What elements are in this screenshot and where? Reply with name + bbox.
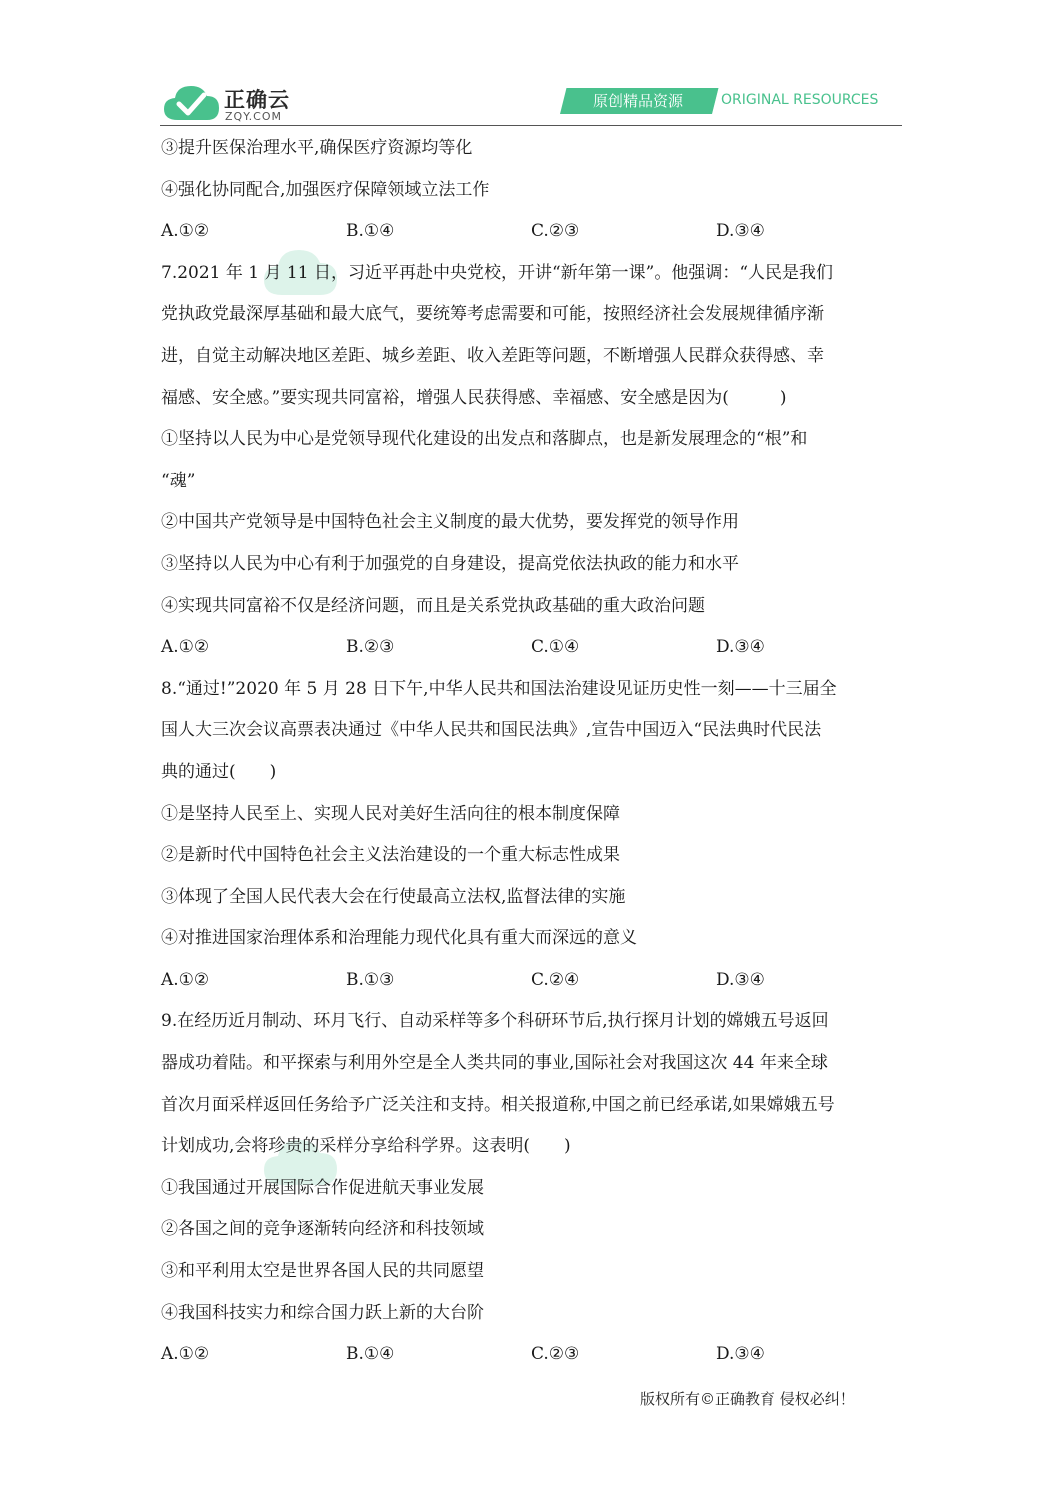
text-line: 党执政党最深厚基础和最大底气，要统筹考虑需要和可能，按照经济社会发展规律循序渐 <box>161 304 824 325</box>
answer-option: D.③④ <box>716 221 765 242</box>
text-line: ③体现了全国人民代表大会在行使最高立法权,监督法律的实施 <box>161 886 626 907</box>
banner-cn-label: 原创精品资源 <box>592 92 683 110</box>
answer-option: A.①② <box>161 221 210 242</box>
text-line: ③和平利用太空是世界各国人民的共同愿望 <box>161 1261 484 1282</box>
answer-options <box>161 627 901 669</box>
text-line: 典的通过( ) <box>161 761 277 782</box>
text-line: ③坚持以人民为中心有利于加强党的自身建设，提高党依法执政的能力和水平 <box>161 553 739 574</box>
text-line: 计划成功,会将珍贵的采样分享给科学界。这表明( ) <box>161 1136 571 1157</box>
text-line: ②中国共产党领导是中国特色社会主义制度的最大优势，要发挥党的领导作用 <box>161 512 739 533</box>
answer-option: C.②③ <box>531 221 580 242</box>
text-line: ①是坚持人民至上、实现人民对美好生活向往的根本制度保障 <box>161 803 620 824</box>
answer-options <box>161 1334 901 1376</box>
logo-domain: ZQY.COM <box>225 110 283 123</box>
text-line: 7.2021 年 1 月 11 日，习近平再赴中央党校，开讲“新年第一课”。他强调：“人民是我们 <box>161 262 834 283</box>
text-line: ②是新时代中国特色社会主义法治建设的一个重大标志性成果 <box>161 845 620 866</box>
text-line: 福感、安全感。”要实现共同富裕，增强人民获得感、幸福感、安全感是因为( ) <box>161 387 787 408</box>
answer-options <box>161 211 901 253</box>
answer-option: B.①④ <box>346 221 395 242</box>
answer-option: B.①③ <box>346 969 395 990</box>
text-line: ④强化协同配合,加强医疗保障领域立法工作 <box>161 179 490 200</box>
text-line: ③提升医保治理水平,确保医疗资源均等化 <box>161 138 473 158</box>
text-line: 进，自觉主动解决地区差距、城乡差距、收入差距等问题，不断增强人民群众获得感、幸 <box>161 345 824 366</box>
text-line: ①坚持以人民为中心是党领导现代化建设的出发点和落脚点，也是新发展理念的“根”和 <box>161 429 808 450</box>
document-body <box>161 128 901 1376</box>
answer-option: C.②④ <box>531 969 580 990</box>
answer-option: C.②③ <box>531 1344 580 1365</box>
page-header <box>0 0 1058 130</box>
answer-option: B.①④ <box>346 1344 395 1365</box>
text-line: ④我国科技实力和综合国力跃上新的大台阶 <box>161 1302 484 1323</box>
text-line: ②各国之间的竞争逐渐转向经济和科技领域 <box>161 1219 484 1240</box>
header-rule <box>160 125 902 126</box>
answer-option: D.③④ <box>716 1344 765 1365</box>
answer-option: B.②③ <box>346 637 395 658</box>
text-line: 9.在经历近月制动、环月飞行、自动采样等多个科研环节后,执行探月计划的嫦娥五号返回 <box>161 1011 829 1032</box>
answer-option: D.③④ <box>716 637 765 658</box>
text-line: 国人大三次会议高票表决通过《中华人民共和国民法典》,宣告中国迈入“民法典时代民法 <box>161 720 822 741</box>
banner-en-label: ORIGINAL RESOURCES <box>721 92 879 108</box>
answer-option: D.③④ <box>716 969 765 990</box>
text-line: ④实现共同富裕不仅是经济问题，而且是关系党执政基础的重大政治问题 <box>161 595 705 616</box>
logo-name: 正确云 <box>224 88 290 112</box>
text-line: 8.“通过!”2020 年 5 月 28 日下午,中华人民共和国法治建设见证历史性一刻——十三届全 <box>161 678 837 699</box>
answer-options <box>161 960 901 1002</box>
text-line: ①我国通过开展国际合作促进航天事业发展 <box>161 1177 484 1198</box>
answer-option: A.①② <box>161 637 210 658</box>
copyright-footer: 版权所有©正确教育 侵权必纠！ <box>640 1390 855 1408</box>
answer-option: A.①② <box>161 1344 210 1365</box>
answer-option: A.①② <box>161 969 210 990</box>
text-line: ④对推进国家治理体系和治理能力现代化具有重大而深远的意义 <box>161 928 637 949</box>
text-line: “魂” <box>161 470 196 491</box>
text-line: 器成功着陆。和平探索与利用外空是全人类共同的事业,国际社会对我国这次 44 年来全球 <box>161 1053 828 1074</box>
text-line: 首次月面采样返回任务给予广泛关注和支持。相关报道称,中国之前已经承诺,如果嫦娥五号 <box>161 1094 835 1115</box>
answer-option: C.①④ <box>531 637 580 658</box>
